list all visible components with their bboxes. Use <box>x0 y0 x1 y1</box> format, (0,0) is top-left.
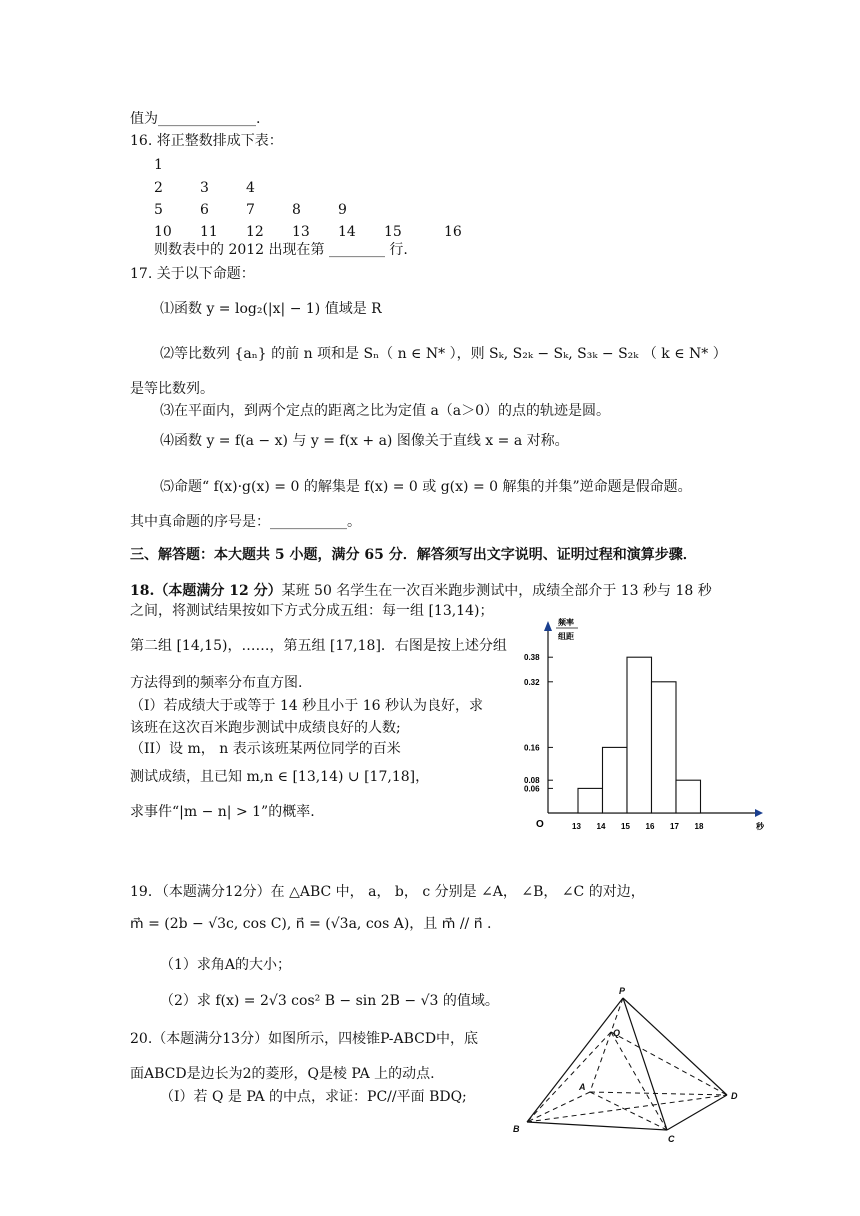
q17-p5: ⑸命题“ f(x)·g(x) = 0 的解集是 f(x) = 0 或 g(x) = 0 解集的并集”逆命题是假命题。 <box>160 479 692 495</box>
q16-title: 16. 将正整数排成下表： <box>130 133 283 149</box>
q16-row-1: 1 <box>154 157 163 173</box>
edge-AD <box>590 1092 727 1095</box>
q16-row-3: 5 6 7 8 9 <box>154 202 347 218</box>
q18-line-2: 之间，将测试结果按如下方式分成五组：每一组 [13,14)； <box>130 603 494 619</box>
q18-head: 18.（本题满分 12 分） <box>130 583 282 599</box>
q18-line-3: 第二组 [14,15)，……，第五组 [17,18]．右图是按上述分组 <box>130 638 507 654</box>
q20-line-2: 面ABCD是边长为2的菱形，Q是棱 PA 上的动点. <box>130 1066 435 1082</box>
frequency-histogram <box>520 615 780 840</box>
y-label-bottom: 组距 <box>558 632 574 641</box>
q17-answer: 其中真命题的序号是：___________。 <box>130 514 361 530</box>
q17-p2-cont: 是等比数列。 <box>130 381 214 397</box>
histogram-bar <box>652 682 677 813</box>
q18-line-8: 测试成绩，且已知 m,n ∈ [13,14) ∪ [17,18]， <box>130 769 430 785</box>
origin-label: O <box>536 819 544 830</box>
q16-row-2: 2 3 4 <box>154 180 255 196</box>
x-tick-label: 18 <box>694 822 704 831</box>
q16-question: 则数表中的 2012 出现在第 ________ 行. <box>154 242 408 258</box>
y-axis-arrow <box>544 621 552 631</box>
q17-title: 17. 关于以下命题： <box>130 266 255 282</box>
y-tick-label: 0.08 <box>524 776 540 786</box>
q19-part-2: （2）求 f(x) = 2√3 cos² B − sin 2B − √3 的值域。 <box>160 993 499 1009</box>
q17-p1: ⑴函数 y = log₂(|x| − 1) 值域是 R <box>160 301 382 317</box>
q18-line-7: （II）设 m， n 表示该班某两位同学的百米 <box>130 741 401 757</box>
q19-line-2: m⃗ = (2b − √3c, cos C), n⃗ = (√3a, cos A)，且 m⃗ // n⃗ . <box>130 916 492 932</box>
q17-p4: ⑷函数 y = f(a − x) 与 y = f(x + a) 图像关于直线 x = a 对称。 <box>160 433 569 449</box>
q20-part-1: （Ⅰ）若 Q 是 PA 的中点，求证：PC//平面 BDQ; <box>160 1089 467 1105</box>
q20-line-1: 20.（本题满分13分）如图所示，四棱锥P-ABCD中，底 <box>130 1031 479 1047</box>
label-A: A <box>579 1082 586 1092</box>
section-3-header: 三、解答题：本大题共 5 小题，满分 65 分．解答须写出文字说明、证明过程和演算步骤． <box>130 547 697 563</box>
x-tick-label: 16 <box>645 822 655 831</box>
q19-line-1: 19．（本题满分12分）在 △ABC 中， a， b， c 分别是 ∠A， ∠B， ∠C 的对边， <box>130 884 645 900</box>
label-C: C <box>668 1134 675 1144</box>
q18-line-5: （I）若成绩大于或等于 14 秒且小于 16 秒认为良好，求 <box>130 698 483 714</box>
q18-line-1: 18.（本题满分 12 分）某班 50 名学生在一次百米跑步测试中，成绩全部介于 13 秒与 18 秒 <box>130 583 712 599</box>
histogram-bar <box>627 657 652 813</box>
label-Q: Q <box>613 1028 621 1038</box>
y-tick-label: 0.38 <box>524 653 540 663</box>
label-P: P <box>619 986 626 996</box>
pyramid-figure <box>505 980 755 1150</box>
q17-p2: ⑵等比数列 {aₙ} 的前 n 项和是 Sₙ（ n ∈ N* ），则 Sₖ, S₂ₖ − Sₖ, S₃ₖ − S₂ₖ （ k ∈ N* ） <box>160 346 727 362</box>
histogram-bar <box>676 780 701 813</box>
label-D: D <box>731 1091 738 1101</box>
edge-CD <box>667 1095 727 1130</box>
diag-AC <box>590 1092 667 1130</box>
x-tick-label: 14 <box>596 822 606 831</box>
q18-line-6: 该班在这次百米跑步测试中成绩良好的人数; <box>130 720 401 736</box>
y-tick-label: 0.06 <box>524 784 540 794</box>
x-tick-label: 13 <box>572 822 581 831</box>
seg-QB <box>527 1032 611 1122</box>
histogram-bar <box>603 747 628 813</box>
diag-BD <box>527 1095 727 1122</box>
label-B: B <box>513 1124 520 1134</box>
q19-part-1: （1）求角A的大小； <box>160 957 292 973</box>
histogram-bar <box>578 788 603 813</box>
edge-BC <box>527 1122 667 1130</box>
x-tick-label: 17 <box>670 822 679 831</box>
q16-row-4: 10 11 12 13 14 15 16 <box>154 224 462 240</box>
y-tick-label: 0.16 <box>524 743 540 753</box>
y-label-top: 频率 <box>558 618 574 627</box>
x-axis-arrow <box>755 809 763 817</box>
x-label: 秒 <box>756 822 764 831</box>
q18-line-4: 方法得到的频率分布直方图. <box>130 675 303 691</box>
q18-line-9: 求事件“|m − n| > 1”的概率. <box>130 804 315 820</box>
q15-tail: 值为______________. <box>130 111 261 127</box>
edge-PB <box>527 998 623 1122</box>
x-tick-label: 15 <box>621 822 630 831</box>
edge-PA <box>590 998 623 1092</box>
q17-p3: ⑶在平面内，到两个定点的距离之比为定值 a（a＞0）的点的轨迹是圆。 <box>160 403 611 419</box>
y-tick-label: 0.32 <box>524 677 540 687</box>
